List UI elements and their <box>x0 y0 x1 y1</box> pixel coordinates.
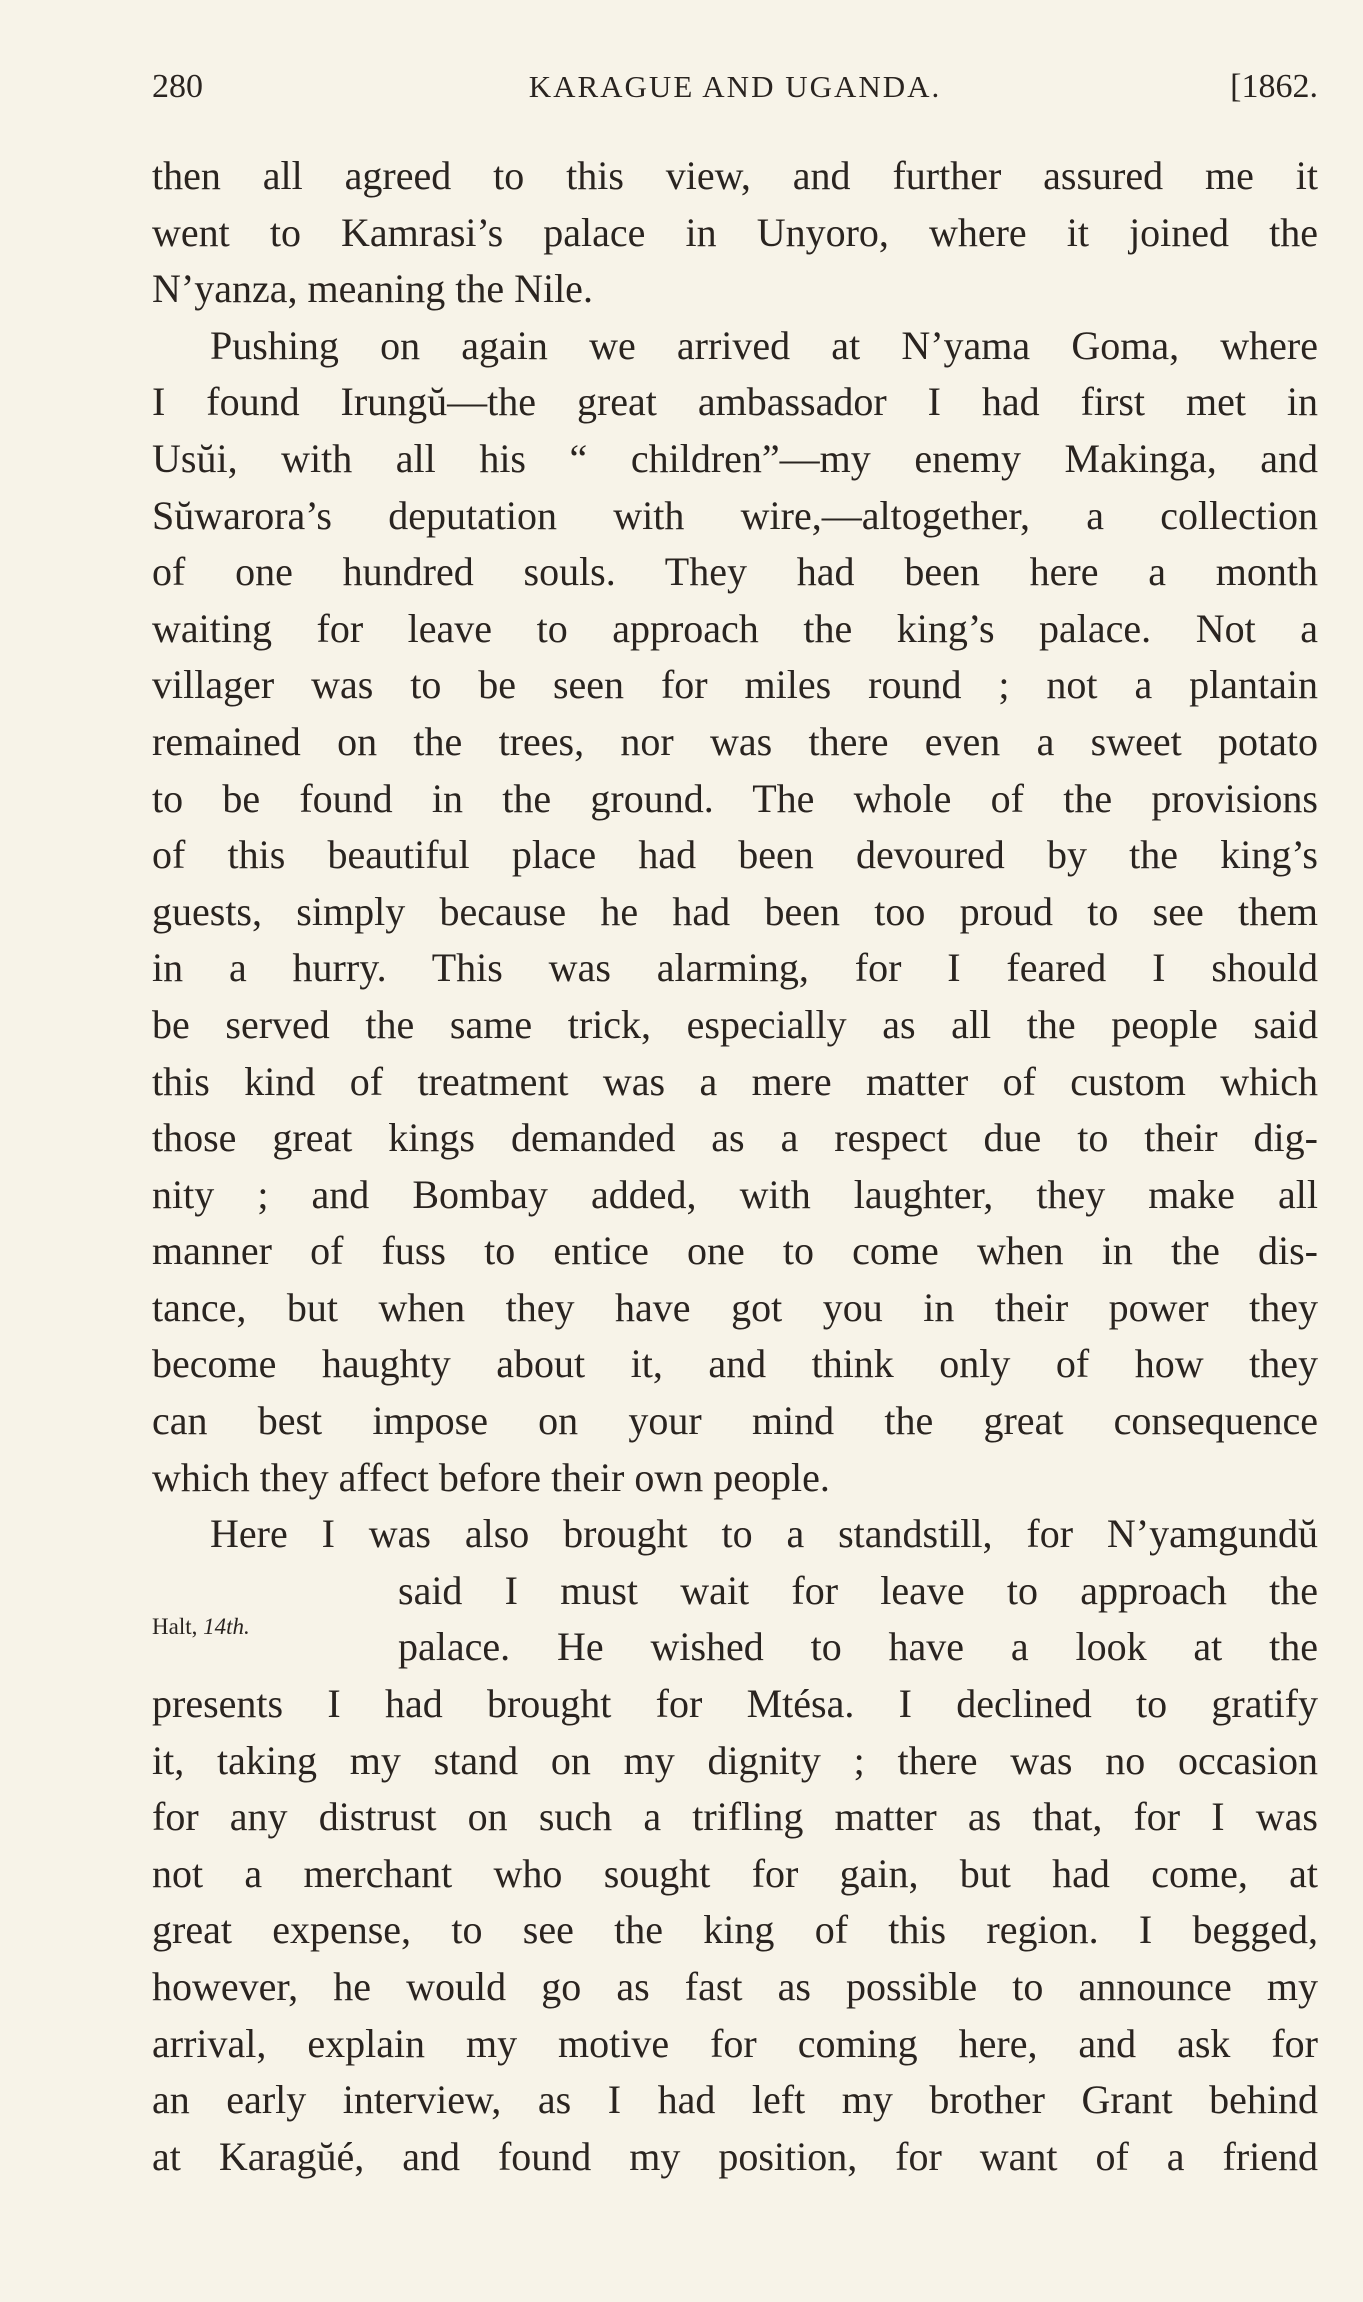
text-line: N’yanza, meaning the Nile. <box>152 266 593 312</box>
text-line: great expense, to see the king of this region. I begged, <box>152 1907 1318 1953</box>
running-title: KARAGUE AND UGANDA. <box>528 69 942 104</box>
text-line: it, taking my stand on my dignity ; there was no occasion <box>152 1737 1318 1783</box>
text-line: those great kings demanded as a respect due to their dig- <box>152 1115 1318 1161</box>
header-year: [1862. <box>1230 68 1318 105</box>
page-number: 280 <box>152 68 203 105</box>
text-line: of one hundred souls. They had been here a month <box>152 549 1318 595</box>
body-text <box>152 148 1318 2185</box>
text-line: remained on the trees, nor was there even a sweet potato <box>152 718 1318 764</box>
text-line: went to Kamrasi’s palace in Unyoro, where it joined the <box>152 209 1318 255</box>
text-line: at Karagŭé, and found my position, for want of a friend <box>152 2133 1318 2179</box>
text-line: Here I was also brought to a standstill, for N’yamgundŭ <box>210 1511 1318 1557</box>
text-line: Pushing on again we arrived at N’yama Goma, where <box>210 322 1318 368</box>
text-line: be served the same trick, especially as all the people said <box>152 1001 1318 1047</box>
text-line: then all agreed to this view, and further assured me it <box>152 153 1318 198</box>
text-line: villager was to be seen for miles round ; not a plantain <box>152 662 1318 708</box>
text-line: this kind of treatment was a mere matter of custom which <box>152 1058 1318 1104</box>
text-line: arrival, explain my motive for coming here, and ask for <box>152 2020 1318 2066</box>
text-line: can best impose on your mind the great consequence <box>152 1398 1318 1444</box>
text-line: in a hurry. This was alarming, for I feared I should <box>152 945 1318 991</box>
text-line: which they affect before their own people. <box>152 1454 830 1500</box>
text-line: an early interview, as I had left my brother Grant behind <box>152 2077 1318 2123</box>
text-line: I found Irungŭ—the great ambassador I had first met in <box>152 379 1318 425</box>
text-line: for any distrust on such a trifling matter as that, for I was <box>152 1794 1318 1840</box>
margin-note-label: Halt, <box>152 1614 198 1639</box>
text-line: tance, but when they have got you in their power they <box>152 1284 1318 1330</box>
text-line: nity ; and Bombay added, with laughter, they make all <box>152 1171 1318 1217</box>
text-line: however, he would go as fast as possible to announce my <box>152 1964 1318 2009</box>
text-line: waiting for leave to approach the king’s palace. Not a <box>152 605 1318 651</box>
text-line: guests, simply because he had been too proud to see them <box>152 888 1318 934</box>
text-line: manner of fuss to entice one to come when in the dis- <box>152 1228 1318 1274</box>
text-line: presents I had brought for Mtésa. I declined to gratify <box>152 1681 1318 1727</box>
text-line: of this beautiful place had been devoured by the king’s <box>152 832 1318 878</box>
text-line: Usŭi, with all his “ children”—my enemy Makinga, and <box>152 435 1318 481</box>
text-line: Sŭwarora’s deputation with wire,—altogether, a collection <box>152 492 1318 538</box>
text-line: to be found in the ground. The whole of the provisions <box>152 775 1318 821</box>
text-line: said I must wait for leave to approach the <box>398 1567 1318 1613</box>
text-line: become haughty about it, and think only of how they <box>152 1341 1318 1387</box>
page-header <box>152 62 1318 112</box>
text-line: not a merchant who sought for gain, but had come, at <box>152 1850 1318 1896</box>
margin-note-date: 14th. <box>203 1614 250 1639</box>
text-line: palace. He wished to have a look at the <box>398 1624 1318 1670</box>
